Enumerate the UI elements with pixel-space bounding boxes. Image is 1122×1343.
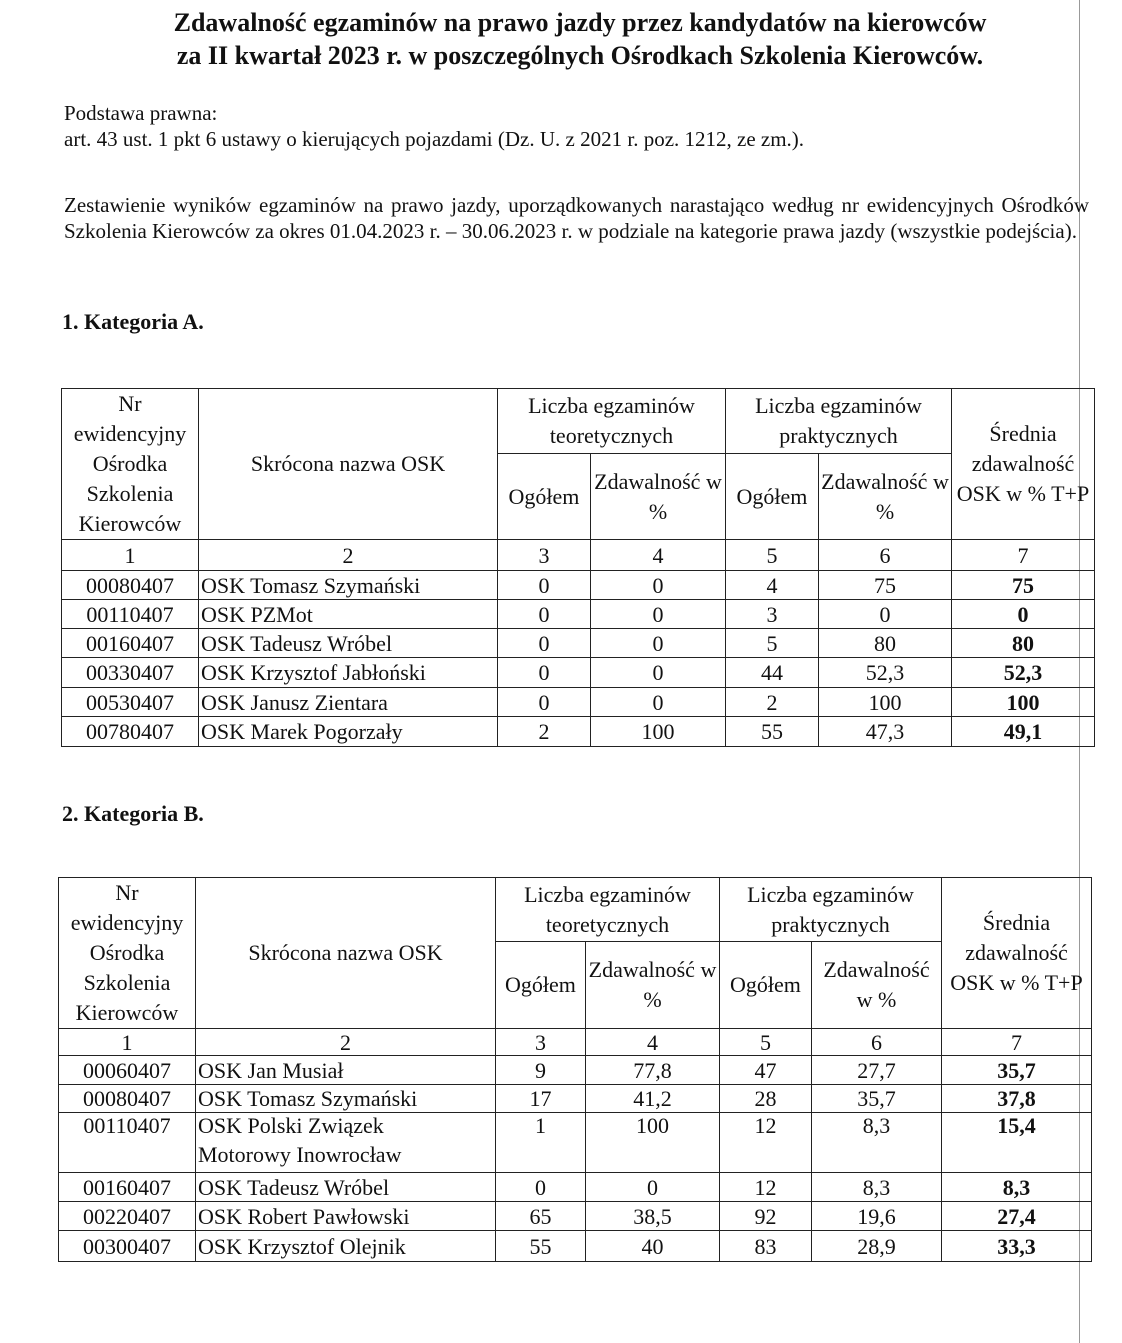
- cell-nr: 00220407: [59, 1202, 196, 1231]
- cell-practice-pass: 8,3: [812, 1173, 942, 1202]
- cell-theory-pass: 100: [591, 717, 726, 747]
- cell-theory-pass: 0: [591, 571, 726, 600]
- cell-nr: 00300407: [59, 1231, 196, 1262]
- col-num: 7: [942, 1029, 1092, 1056]
- cell-theory-total: 2: [498, 717, 591, 747]
- col-num: 1: [59, 1029, 196, 1056]
- cell-avg: 33,3: [942, 1231, 1092, 1262]
- cell-practice-total: 55: [726, 717, 819, 747]
- cell-practice-pass: 75: [819, 571, 952, 600]
- header-theory-pass: Zdawalność w %: [591, 454, 726, 540]
- header-nr: Nr ewidencyjny Ośrodka Szkolenia Kierowców: [59, 878, 196, 1029]
- cell-name: OSK Robert Pawłowski: [196, 1202, 496, 1231]
- cell-nr: 00530407: [62, 688, 199, 717]
- header-practice: Liczba egzaminów praktycznych: [726, 389, 952, 454]
- cell-practice-pass: 35,7: [812, 1085, 942, 1113]
- cell-practice-pass: 80: [819, 629, 952, 658]
- table-row: [59, 1202, 1092, 1231]
- cell-theory-total: 1: [496, 1113, 586, 1173]
- table-row: [59, 1173, 1092, 1202]
- cell-avg: 37,8: [942, 1085, 1092, 1113]
- cell-name: OSK Tomasz Szymański: [199, 571, 498, 600]
- cell-theory-total: 0: [498, 600, 591, 629]
- cell-practice-pass: 28,9: [812, 1231, 942, 1262]
- cell-nr: 00080407: [59, 1085, 196, 1113]
- header-name: Skrócona nazwa OSK: [199, 389, 498, 540]
- cell-practice-pass: 100: [819, 688, 952, 717]
- cell-practice-total: 12: [720, 1173, 812, 1202]
- cell-practice-pass: 19,6: [812, 1202, 942, 1231]
- header-practice-pass: Zdawalność w %: [819, 454, 952, 540]
- cell-theory-total: 55: [496, 1231, 586, 1262]
- header-practice-pass: Zdawalność w %: [812, 942, 942, 1029]
- cell-theory-pass: 0: [591, 600, 726, 629]
- col-num: 4: [591, 540, 726, 571]
- table-row: [59, 1231, 1092, 1262]
- table-row: [59, 1056, 1092, 1085]
- cell-name: OSK PZMot: [199, 600, 498, 629]
- table-row: [59, 1113, 1092, 1173]
- table-row: [62, 629, 1095, 658]
- col-num: 6: [819, 540, 952, 571]
- cell-theory-pass: 40: [586, 1231, 720, 1262]
- table-row: [62, 717, 1095, 747]
- col-num: 4: [586, 1029, 720, 1056]
- header-name: Skrócona nazwa OSK: [196, 878, 496, 1029]
- cell-practice-pass: 47,3: [819, 717, 952, 747]
- cell-theory-total: 0: [498, 658, 591, 688]
- cell-avg: 27,4: [942, 1202, 1092, 1231]
- header-avg: Średnia zdawalność OSK w % T+P: [942, 878, 1092, 1029]
- table-row: [62, 600, 1095, 629]
- cell-theory-pass: 0: [591, 688, 726, 717]
- cell-practice-pass: 52,3: [819, 658, 952, 688]
- col-num: 3: [496, 1029, 586, 1056]
- cell-practice-total: 5: [726, 629, 819, 658]
- cell-theory-total: 0: [498, 688, 591, 717]
- cell-name: OSK Krzysztof Jabłoński: [199, 658, 498, 688]
- cell-practice-total: 92: [720, 1202, 812, 1231]
- cell-name: OSK Jan Musiał: [196, 1056, 496, 1085]
- cell-practice-pass: 8,3: [812, 1113, 942, 1173]
- cell-name: OSK Tomasz Szymański: [196, 1085, 496, 1113]
- header-practice-total: Ogółem: [726, 454, 819, 540]
- header-theory: Liczba egzaminów teoretycznych: [498, 389, 726, 454]
- cell-avg: 100: [952, 688, 1095, 717]
- column-number-row: [62, 540, 1095, 571]
- cell-theory-pass: 0: [591, 629, 726, 658]
- category-b-table: [58, 877, 1092, 1262]
- cell-avg: 80: [952, 629, 1095, 658]
- cell-theory-pass: 38,5: [586, 1202, 720, 1231]
- cell-nr: 00080407: [62, 571, 199, 600]
- document-title: [60, 6, 1100, 72]
- cell-avg: 0: [952, 600, 1095, 629]
- cell-theory-pass: 0: [591, 658, 726, 688]
- cell-name: OSK Krzysztof Olejnik: [196, 1231, 496, 1262]
- cell-practice-total: 4: [726, 571, 819, 600]
- title-line-1: Zdawalność egzaminów na prawo jazdy przez kandydatów na kierowców: [173, 8, 987, 37]
- cell-practice-total: 28: [720, 1085, 812, 1113]
- header-avg: Średnia zdawalność OSK w % T+P: [952, 389, 1095, 540]
- cell-practice-total: 47: [720, 1056, 812, 1085]
- col-num: 5: [726, 540, 819, 571]
- header-row: [62, 389, 1095, 454]
- col-num: 5: [720, 1029, 812, 1056]
- table-row: [62, 658, 1095, 688]
- cell-nr: 00780407: [62, 717, 199, 747]
- column-number-row: [59, 1029, 1092, 1056]
- section-heading-b: 2. Kategoria B.: [62, 801, 204, 826]
- col-num: 2: [196, 1029, 496, 1056]
- table-row: [62, 571, 1095, 600]
- cell-avg: 75: [952, 571, 1095, 600]
- legal-basis-label: Podstawa prawna:: [64, 101, 218, 125]
- cell-avg: 49,1: [952, 717, 1095, 747]
- cell-theory-pass: 0: [586, 1173, 720, 1202]
- cell-practice-total: 3: [726, 600, 819, 629]
- cell-practice-total: 12: [720, 1113, 812, 1173]
- cell-practice-total: 44: [726, 658, 819, 688]
- col-num: 3: [498, 540, 591, 571]
- cell-practice-total: 2: [726, 688, 819, 717]
- cell-theory-pass: 100: [586, 1113, 720, 1173]
- header-row: [59, 878, 1092, 942]
- section-heading-a: 1. Kategoria A.: [62, 309, 204, 334]
- header-theory-pass: Zdawalność w %: [586, 942, 720, 1029]
- cell-theory-total: 0: [498, 571, 591, 600]
- legal-basis: [64, 100, 1094, 152]
- cell-theory-total: 9: [496, 1056, 586, 1085]
- cell-theory-total: 17: [496, 1085, 586, 1113]
- header-practice: Liczba egzaminów praktycznych: [720, 878, 942, 942]
- summary-paragraph: [64, 192, 1089, 244]
- cell-name: [196, 1113, 496, 1173]
- header-theory-total: Ogółem: [498, 454, 591, 540]
- cell-nr: 00060407: [59, 1056, 196, 1085]
- cell-nr: 00330407: [62, 658, 199, 688]
- cell-theory-pass: 77,8: [586, 1056, 720, 1085]
- cell-nr: 00160407: [59, 1173, 196, 1202]
- col-num: 6: [812, 1029, 942, 1056]
- cell-theory-pass: 41,2: [586, 1085, 720, 1113]
- cell-name-line-1: OSK Polski Związek: [198, 1113, 384, 1138]
- cell-theory-total: 0: [498, 629, 591, 658]
- cell-nr: 00110407: [62, 600, 199, 629]
- cell-name: OSK Janusz Zientara: [199, 688, 498, 717]
- col-num: 1: [62, 540, 199, 571]
- cell-practice-pass: 27,7: [812, 1056, 942, 1085]
- cell-practice-pass: 0: [819, 600, 952, 629]
- header-nr: Nr ewidencyjny Ośrodka Szkolenia Kierowców: [62, 389, 199, 540]
- cell-name-line-2: Motorowy Inowrocław: [198, 1142, 402, 1167]
- cell-avg: 52,3: [952, 658, 1095, 688]
- cell-name: OSK Marek Pogorzały: [199, 717, 498, 747]
- table-row: [62, 688, 1095, 717]
- cell-avg: 35,7: [942, 1056, 1092, 1085]
- col-num: 7: [952, 540, 1095, 571]
- category-a-table: [61, 388, 1095, 747]
- cell-name: OSK Tadeusz Wróbel: [199, 629, 498, 658]
- cell-avg: 15,4: [942, 1113, 1092, 1173]
- header-theory: Liczba egzaminów teoretycznych: [496, 878, 720, 942]
- legal-basis-text: art. 43 ust. 1 pkt 6 ustawy o kierujących pojazdami (Dz. U. z 2021 r. poz. 1212, ze zm.).: [64, 127, 805, 151]
- header-theory-total: Ogółem: [496, 942, 586, 1029]
- cell-name: OSK Tadeusz Wróbel: [196, 1173, 496, 1202]
- cell-avg: 8,3: [942, 1173, 1092, 1202]
- col-num: 2: [199, 540, 498, 571]
- cell-nr: 00160407: [62, 629, 199, 658]
- cell-theory-total: 65: [496, 1202, 586, 1231]
- summary-text: Zestawienie wyników egzaminów na prawo jazdy, uporządkowanych narastająco według nr ewidencyjnych Ośrodków Szkolenia Kierowców za okres 01.04.2023 r. – 30.06.2023 r. w podziale na kategorie prawa jazdy (wszystkie podejścia).: [64, 193, 1089, 243]
- header-practice-total: Ogółem: [720, 942, 812, 1029]
- cell-practice-total: 83: [720, 1231, 812, 1262]
- cell-nr: 00110407: [59, 1113, 196, 1173]
- cell-theory-total: 0: [496, 1173, 586, 1202]
- title-line-2: za II kwartał 2023 r. w poszczególnych Ośrodkach Szkolenia Kierowców.: [176, 41, 984, 70]
- table-row: [59, 1085, 1092, 1113]
